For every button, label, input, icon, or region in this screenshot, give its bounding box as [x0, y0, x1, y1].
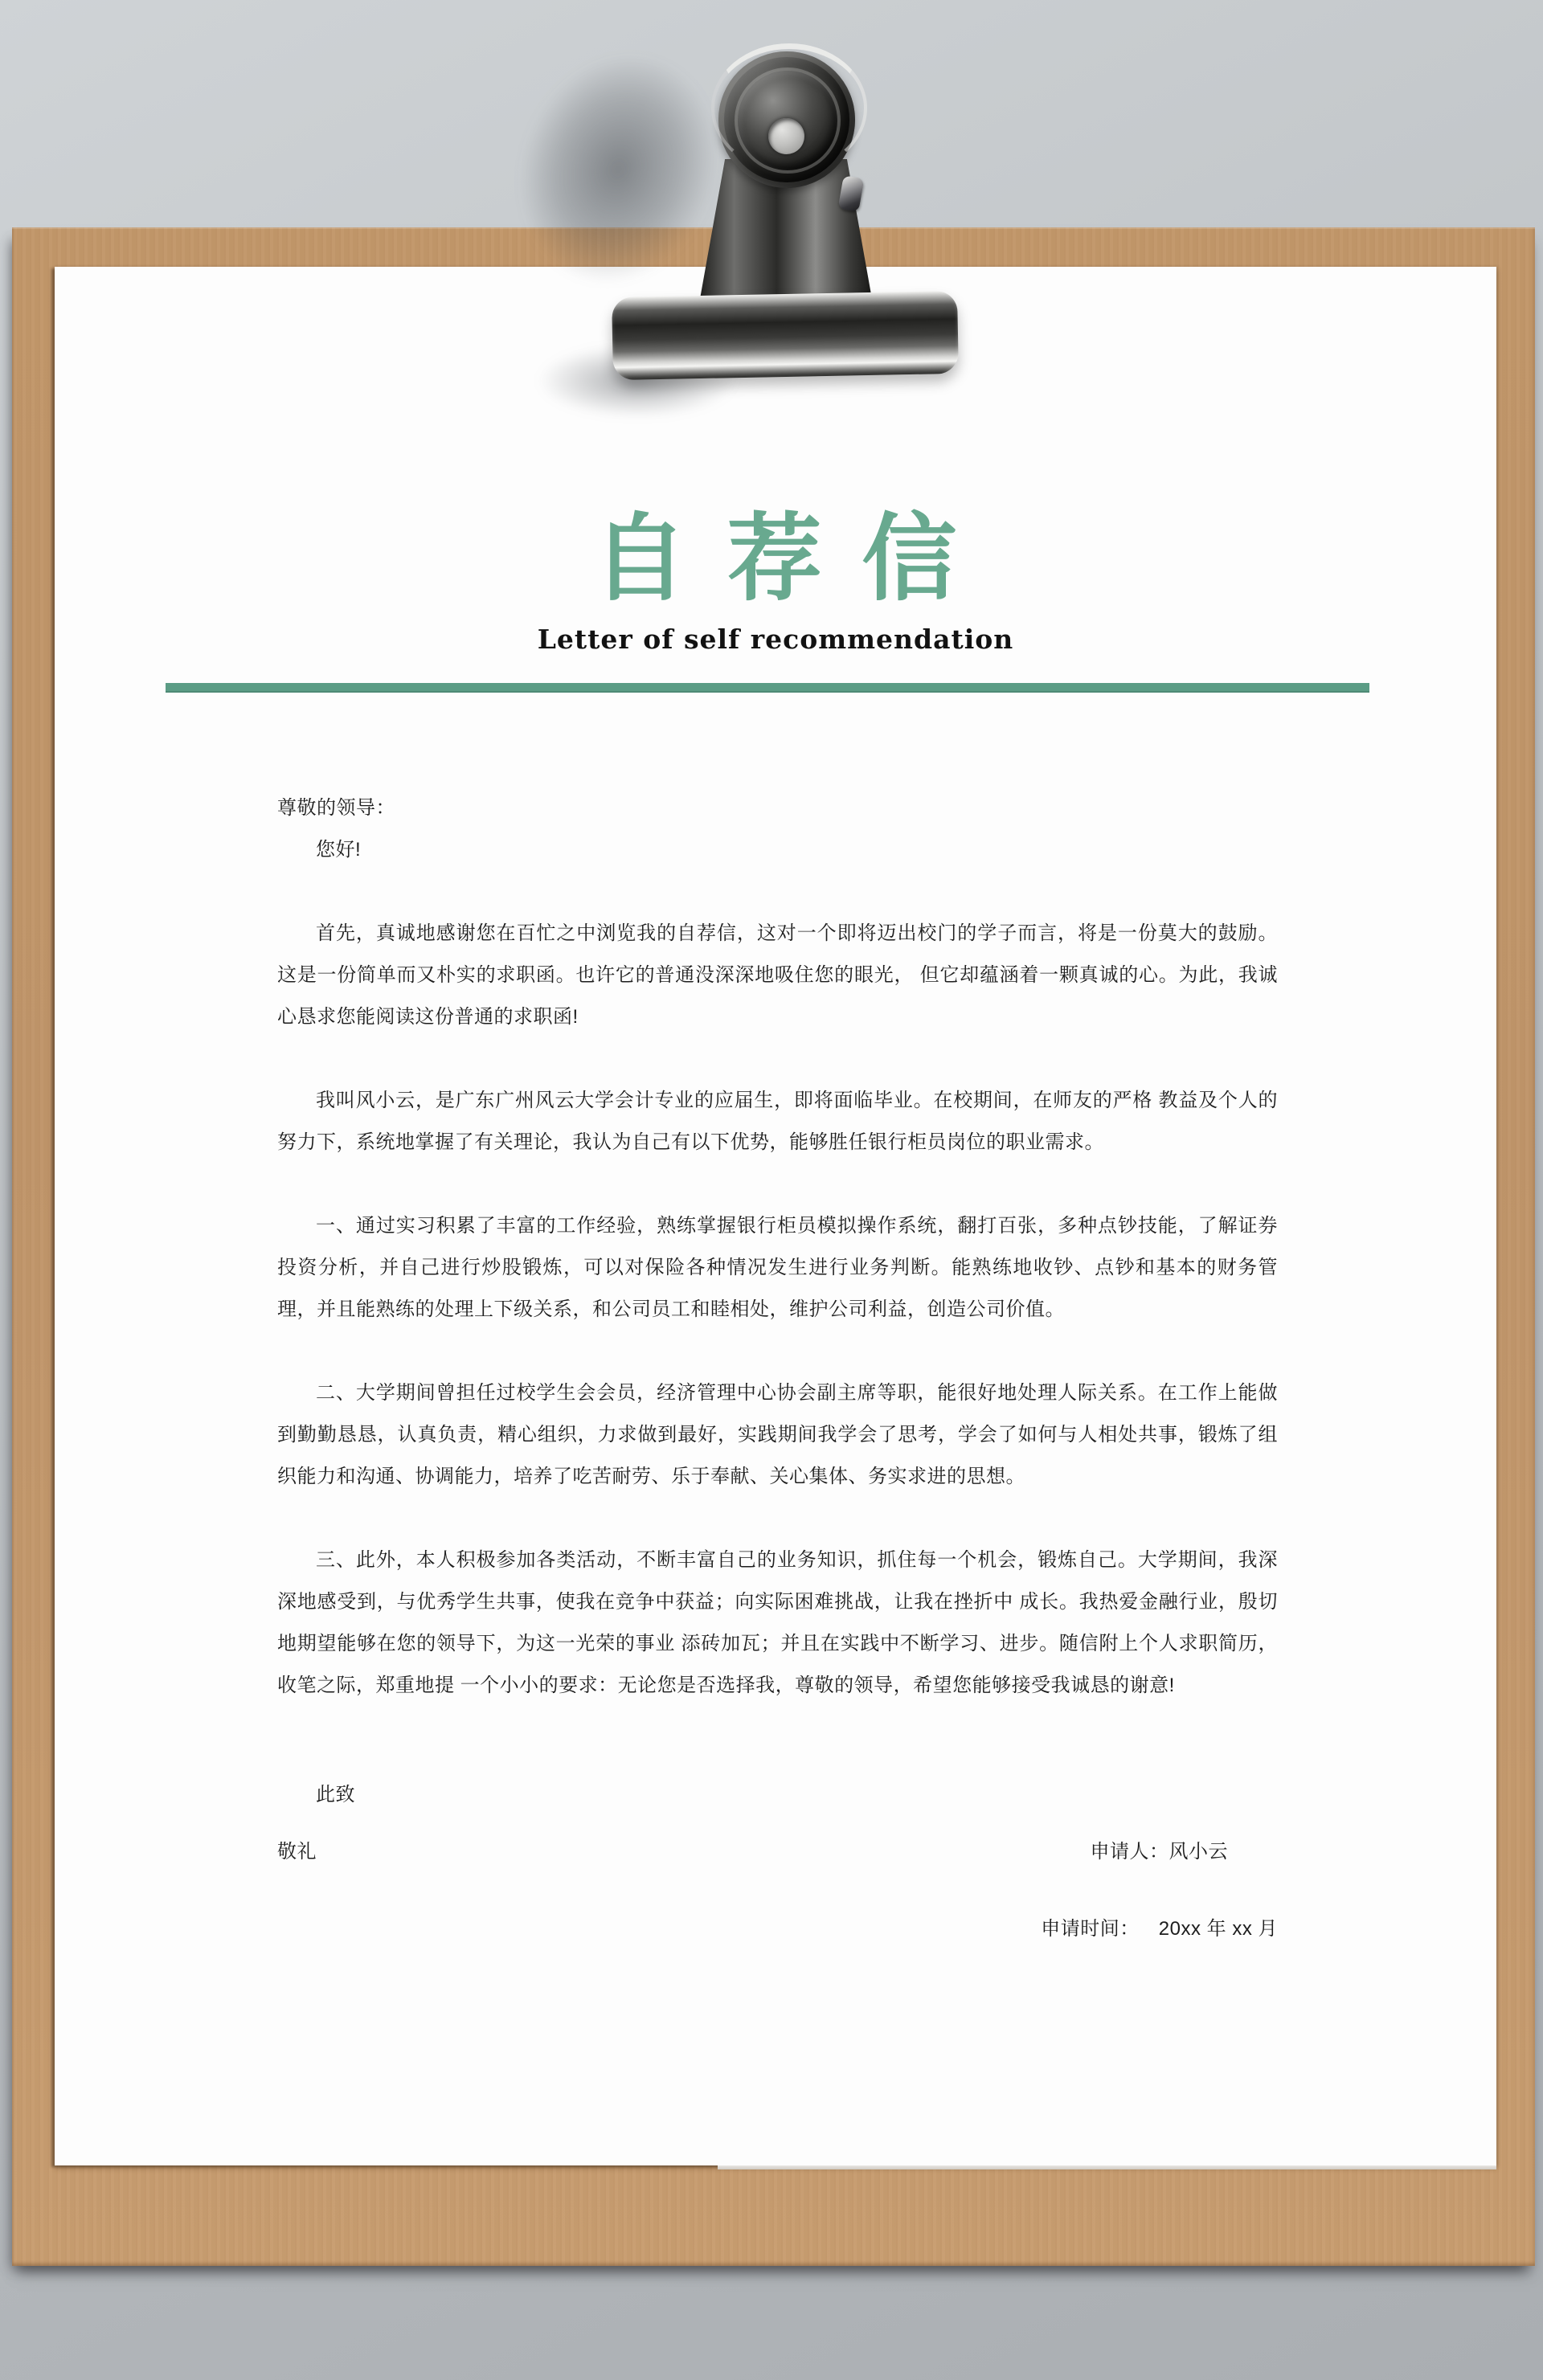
letter-subtitle-en: Letter of self recommendation	[537, 624, 1014, 655]
binder-clip-barrel	[718, 51, 855, 188]
date-line	[1041, 1908, 1278, 1950]
closing-jingli: 敬礼	[277, 1841, 317, 1863]
date-label: 申请时间：	[1041, 1918, 1140, 1940]
signature-row	[277, 1831, 1278, 1873]
applicant-name: 风小云	[1169, 1841, 1228, 1863]
date-row	[277, 1908, 1278, 1950]
paragraph-5: 三、此外，本人积极参加各类活动，不断丰富自己的业务知识，抓住每一个机会，锻炼自己。大学期间，我深深地感受到，与优秀学生共事，使我在竞争中获益；向实际困难挑战，让我在挫折中 成长。我热爱金融行业，殷切地期望能够在您的领导下，为这一光荣的事业 添砖加瓦；并且在实践中不断学习、进步。随信附上个人求职简历，收笔之际，郑重地提 一个小小的要求：无论您是否选择我，尊敬的领导，希望您能够接受我诚恳的谢意!	[277, 1549, 1278, 1696]
greeting: 您好!	[316, 839, 362, 861]
applicant-line	[1091, 1831, 1229, 1873]
paragraph-2: 我叫风小云，是广东广州风云大学会计专业的应届生，即将面临毕业。在校期间，在师友的严格 教益及个人的努力下，系统地掌握了有关理论，我认为自己有以下优势，能够胜任银行柜员岗位的职业需求。	[277, 1090, 1278, 1153]
letter-body	[277, 787, 1278, 1950]
applicant-label: 申请人：	[1090, 1841, 1169, 1863]
divider-rule	[166, 683, 1369, 693]
paragraph-1: 首先，真诚地感谢您在百忙之中浏览我的自荐信，这对一个即将迈出校门的学子而言，将是一份莫大的鼓励。这是一份简单而又朴实的求职函。也许它的普通没深深地吸住您的眼光， 但它却蕴涵着一颗真诚的心。为此，我诚心恳求您能阅读这份普通的求职函!	[277, 922, 1278, 1028]
salutation: 尊敬的领导：	[277, 797, 395, 819]
paragraph-3: 一、通过实习积累了丰富的工作经验，熟练掌握银行柜员模拟操作系统，翻打百张，多种点钞技能，了解证券投资分析，并自己进行炒股锻炼，可以对保险各种情况发生进行业务判断。能熟练地收钞、点钞和基本的财务管理，并且能熟练的处理上下级关系，和公司员工和睦相处，维护公司利益，创造公司价值。	[277, 1215, 1278, 1320]
date-value: 20xx 年 xx 月	[1158, 1918, 1278, 1940]
letter-paper	[55, 267, 1496, 2165]
letter-title-cn: 自荐信	[592, 502, 997, 614]
clipboard-board	[12, 227, 1535, 2266]
binder-clip-jaw-bar	[612, 291, 959, 380]
binder-clip-hole	[768, 118, 804, 154]
closing-cizhi: 此致	[316, 1784, 355, 1805]
paragraph-4: 二、大学期间曾担任过校学生会会员，经济管理中心协会副主席等职，能很好地处理人际关系。在工作上能做到勤勤恳恳，认真负责，精心组织，力求做到最好，实践期间我学会了思考，学会了如何与人相处共事，锻炼了组织能力和沟通、协调能力，培养了吃苦耐劳、乐于奉献、关心集体、务实求进的思想。	[277, 1382, 1278, 1487]
